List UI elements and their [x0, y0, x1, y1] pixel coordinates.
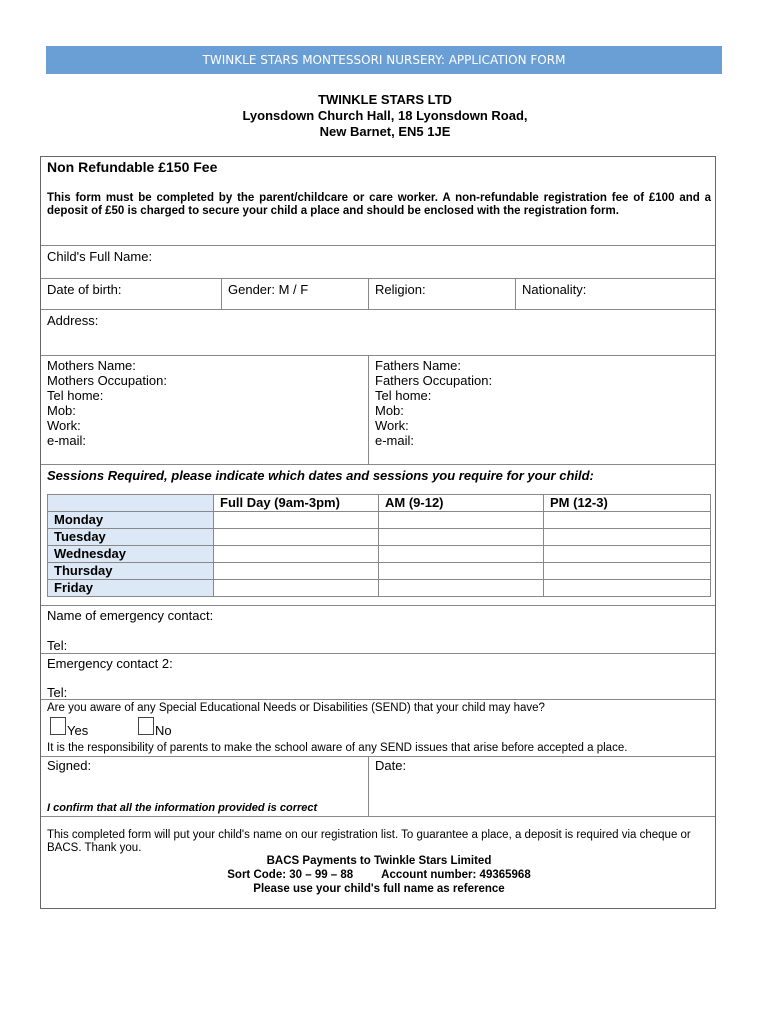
day-thursday: Thursday — [48, 563, 214, 580]
emergency-contact2-row — [41, 653, 715, 699]
thursday-am-cell[interactable] — [379, 563, 544, 580]
tuesday-pm-cell[interactable] — [544, 529, 711, 546]
thursday-fullday-cell[interactable] — [214, 563, 379, 580]
wednesday-fullday-cell[interactable] — [214, 546, 379, 563]
monday-am-cell[interactable] — [379, 512, 544, 529]
father-name-label[interactable]: Fathers Name: — [375, 358, 461, 373]
father-tel-home-label[interactable]: Tel home: — [375, 388, 432, 403]
emergency-contact1-label[interactable]: Name of emergency contact: — [47, 608, 214, 623]
org-name: TWINKLE STARS LTD — [318, 92, 452, 107]
org-address-line2: New Barnet, EN5 1JE — [319, 124, 451, 139]
father-details — [375, 358, 492, 448]
send-row — [41, 699, 715, 756]
father-email-label[interactable]: e-mail: — [375, 433, 415, 448]
monday-pm-cell[interactable] — [544, 512, 711, 529]
dob-label[interactable]: Date of birth: — [47, 282, 122, 297]
emergency-contact2-label[interactable]: Emergency contact 2: — [47, 656, 173, 671]
footer-note: This completed form will put your child's name on our registration list. To guarantee a place, a deposit is required via cheque or BACS. Thank you. — [47, 829, 691, 854]
send-yes-checkbox[interactable] — [50, 717, 66, 735]
fee-notice: This form must be completed by the parent/childcare or care worker. A non-refundable registration fee of £100 and a deposit of £50 is charged to secure your child a place and should be enclosed with the registration form. — [47, 192, 711, 217]
monday-fullday-cell[interactable] — [214, 512, 379, 529]
father-mob-label[interactable]: Mob: — [375, 403, 404, 418]
application-form — [40, 156, 716, 909]
sessions-table — [47, 494, 711, 597]
signature-row — [41, 756, 715, 816]
tuesday-am-cell[interactable] — [379, 529, 544, 546]
day-monday: Monday — [48, 512, 214, 529]
child-details-row — [41, 278, 715, 309]
confirm-statement: I confirm that all the information provided is correct — [47, 802, 318, 814]
mother-name-label[interactable]: Mothers Name: — [47, 358, 136, 373]
wednesday-am-cell[interactable] — [379, 546, 544, 563]
emergency-tel2-label[interactable]: Tel: — [47, 685, 68, 700]
mother-details — [47, 358, 167, 448]
mother-occupation-label[interactable]: Mothers Occupation: — [47, 373, 167, 388]
send-note: It is the responsibility of parents to make the school aware of any SEND issues that arise before accepted a place. — [47, 742, 628, 754]
wednesday-pm-cell[interactable] — [544, 546, 711, 563]
emergency-tel1-label[interactable]: Tel: — [47, 638, 68, 653]
religion-label[interactable]: Religion: — [375, 282, 426, 297]
sessions-header-fullday: Full Day (9am-3pm) — [214, 495, 379, 512]
sort-code: Sort Code: 30 – 99 – 88 — [227, 869, 354, 881]
mother-tel-home-label[interactable]: Tel home: — [47, 388, 104, 403]
father-work-label[interactable]: Work: — [375, 418, 409, 433]
bacs-details — [41, 869, 717, 882]
emergency-contact1-row — [41, 605, 715, 653]
child-name-label[interactable]: Child's Full Name: — [47, 249, 153, 264]
send-no-checkbox[interactable] — [138, 717, 154, 735]
mother-work-label[interactable]: Work: — [47, 418, 81, 433]
address-row — [41, 309, 715, 355]
parents-row — [41, 355, 715, 464]
account-number: Account number: 49365968 — [381, 869, 531, 881]
signed-label[interactable]: Signed: — [47, 758, 92, 773]
date-label[interactable]: Date: — [375, 758, 407, 773]
father-occupation-label[interactable]: Fathers Occupation: — [375, 373, 493, 388]
gender-label[interactable]: Gender: M / F — [228, 282, 309, 297]
org-address-line1: Lyonsdown Church Hall, 18 Lyonsdown Road, — [242, 108, 528, 123]
thursday-pm-cell[interactable] — [544, 563, 711, 580]
day-tuesday: Tuesday — [48, 529, 214, 546]
mother-mob-label[interactable]: Mob: — [47, 403, 76, 418]
friday-fullday-cell[interactable] — [214, 580, 379, 597]
sessions-header-day — [48, 495, 214, 512]
sessions-title: Sessions Required, please indicate which dates and sessions you require for your child: — [47, 468, 594, 483]
reference-note: Please use your child's full name as reference — [253, 883, 505, 895]
send-yes-label: Yes — [67, 723, 89, 738]
bacs-title: BACS Payments to Twinkle Stars Limited — [266, 855, 492, 867]
sessions-header-am: AM (9-12) — [379, 495, 544, 512]
form-banner: TWINKLE STARS MONTESSORI NURSERY: APPLICATION FORM — [46, 46, 722, 74]
nationality-label[interactable]: Nationality: — [522, 282, 587, 297]
mother-email-label[interactable]: e-mail: — [47, 433, 87, 448]
day-friday: Friday — [48, 580, 214, 597]
day-wednesday: Wednesday — [48, 546, 214, 563]
fee-title: Non Refundable £150 Fee — [47, 159, 218, 175]
friday-pm-cell[interactable] — [544, 580, 711, 597]
send-no-label: No — [155, 723, 172, 738]
tuesday-fullday-cell[interactable] — [214, 529, 379, 546]
footer-section — [41, 816, 715, 910]
sessions-header-pm: PM (12-3) — [544, 495, 711, 512]
child-name-row — [41, 245, 715, 278]
send-question: Are you aware of any Special Educational Needs or Disabilities (SEND) that your child may have? — [47, 702, 545, 714]
friday-am-cell[interactable] — [379, 580, 544, 597]
address-label[interactable]: Address: — [47, 313, 99, 328]
